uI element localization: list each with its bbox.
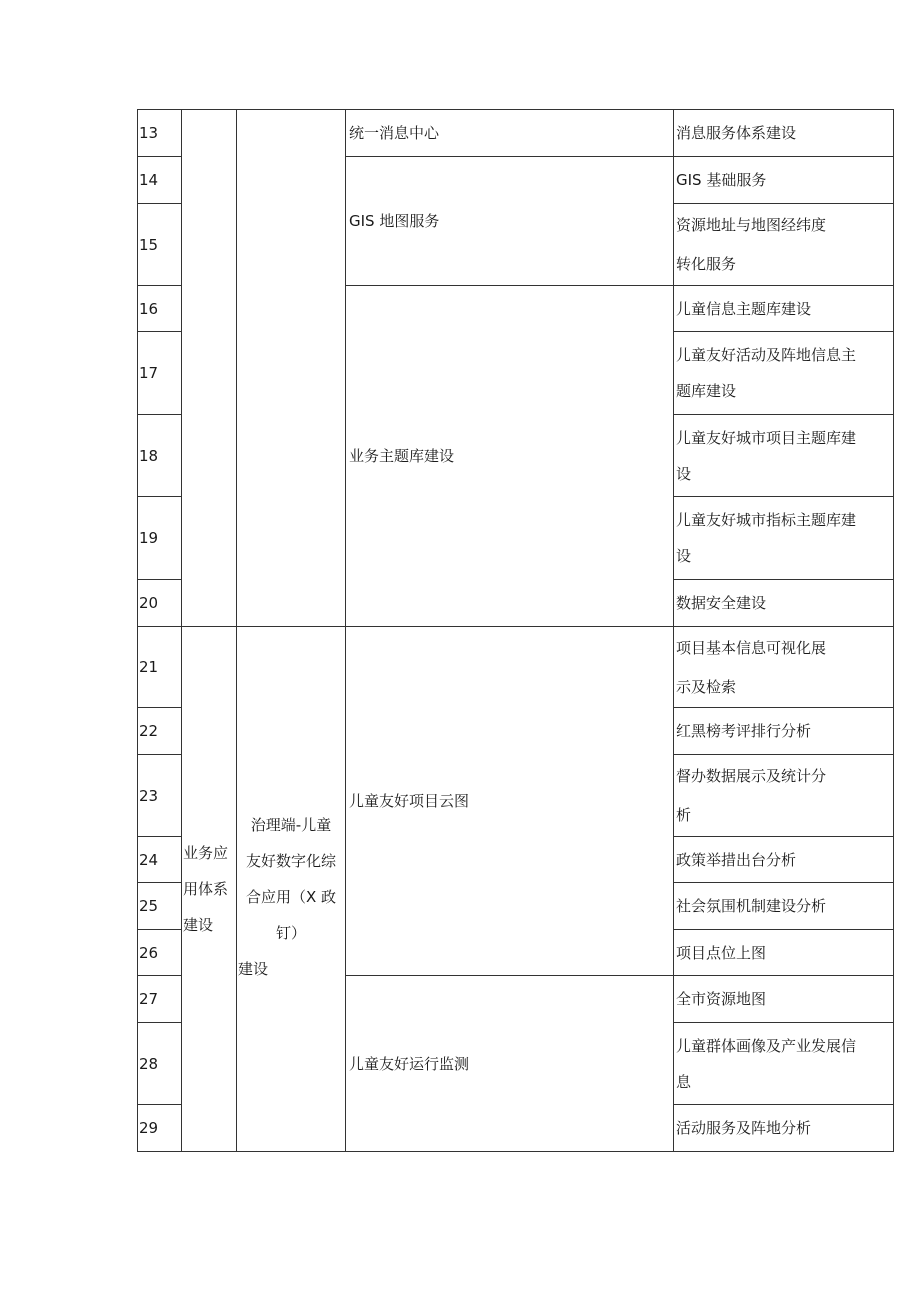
row-number: 23 — [138, 755, 182, 837]
module-cell: 统一消息中心 — [346, 110, 674, 157]
level2-line: 合应用（X 政 — [245, 888, 337, 906]
row-number: 15 — [138, 204, 182, 286]
table-row — [138, 110, 894, 157]
item-line: 儿童友好城市项目主题库建 — [676, 428, 857, 447]
row-number: 29 — [138, 1105, 182, 1152]
level2-line: 友好数字化综 — [245, 852, 336, 870]
module-cell: 儿童友好项目云图 — [346, 627, 674, 976]
item-line: 示及检索 — [676, 677, 737, 696]
row-number: 16 — [138, 286, 182, 332]
item-line: 析 — [676, 806, 692, 824]
row-number: 24 — [138, 837, 182, 883]
row-number: 21 — [138, 627, 182, 708]
row-number: 26 — [138, 930, 182, 976]
item-cell: 社会氛围机制建设分析 — [674, 883, 894, 930]
item-cell — [674, 1023, 894, 1105]
item-cell: 消息服务体系建设 — [674, 110, 894, 157]
row-number: 17 — [138, 332, 182, 415]
row-number: 19 — [138, 497, 182, 580]
module-cell: 业务主题库建设 — [346, 286, 674, 627]
row-number: 14 — [138, 157, 182, 204]
item-cell — [674, 415, 894, 497]
project-table — [137, 109, 894, 1152]
row-number: 13 — [138, 110, 182, 157]
level2-category-cell — [237, 627, 346, 1152]
level2-text — [237, 807, 345, 987]
item-line: 儿童群体画像及产业发展信 — [676, 1036, 857, 1055]
item-cell: 儿童信息主题库建设 — [674, 286, 894, 332]
item-line: 督办数据展示及统计分 — [676, 767, 827, 785]
item-line: 项目基本信息可视化展 — [676, 638, 827, 657]
row-number: 28 — [138, 1023, 182, 1105]
level2-line: 治理端-儿童 — [250, 816, 332, 834]
table-row — [138, 627, 894, 708]
item-cell: 数据安全建设 — [674, 580, 894, 627]
item-line: 资源地址与地图经纬度 — [676, 216, 827, 234]
level1-category-cell-upper — [182, 110, 237, 627]
item-cell: 政策举措出台分析 — [674, 837, 894, 883]
item-line: 息 — [676, 1072, 692, 1091]
item-cell: 项目点位上图 — [674, 930, 894, 976]
module-cell: 儿童友好运行监测 — [346, 976, 674, 1152]
row-number: 27 — [138, 976, 182, 1023]
item-line: 题库建设 — [676, 382, 737, 400]
level1-line: 业务应 — [183, 844, 229, 862]
item-cell — [674, 497, 894, 580]
item-cell — [674, 204, 894, 286]
row-number: 22 — [138, 708, 182, 755]
item-cell: 全市资源地图 — [674, 976, 894, 1023]
level1-line: 建设 — [183, 916, 214, 934]
item-line: 转化服务 — [676, 255, 737, 273]
level1-line: 用体系 — [183, 880, 229, 898]
item-line: 设 — [676, 547, 692, 565]
item-line: 儿童友好活动及阵地信息主 — [676, 346, 857, 364]
module-cell: GIS 地图服务 — [346, 157, 674, 286]
row-number: 20 — [138, 580, 182, 627]
item-cell: GIS 基础服务 — [674, 157, 894, 204]
level2-line: 钉） — [275, 924, 306, 942]
item-cell: 活动服务及阵地分析 — [674, 1105, 894, 1152]
level2-line: 建设 — [238, 960, 269, 978]
item-cell: 红黑榜考评排行分析 — [674, 708, 894, 755]
row-number: 25 — [138, 883, 182, 930]
item-cell — [674, 627, 894, 708]
item-line: 儿童友好城市指标主题库建 — [676, 511, 857, 529]
item-cell — [674, 755, 894, 837]
level2-category-cell-upper — [237, 110, 346, 627]
item-cell — [674, 332, 894, 415]
level1-category-cell — [182, 627, 237, 1152]
item-line: 设 — [676, 464, 692, 483]
row-number: 18 — [138, 415, 182, 497]
